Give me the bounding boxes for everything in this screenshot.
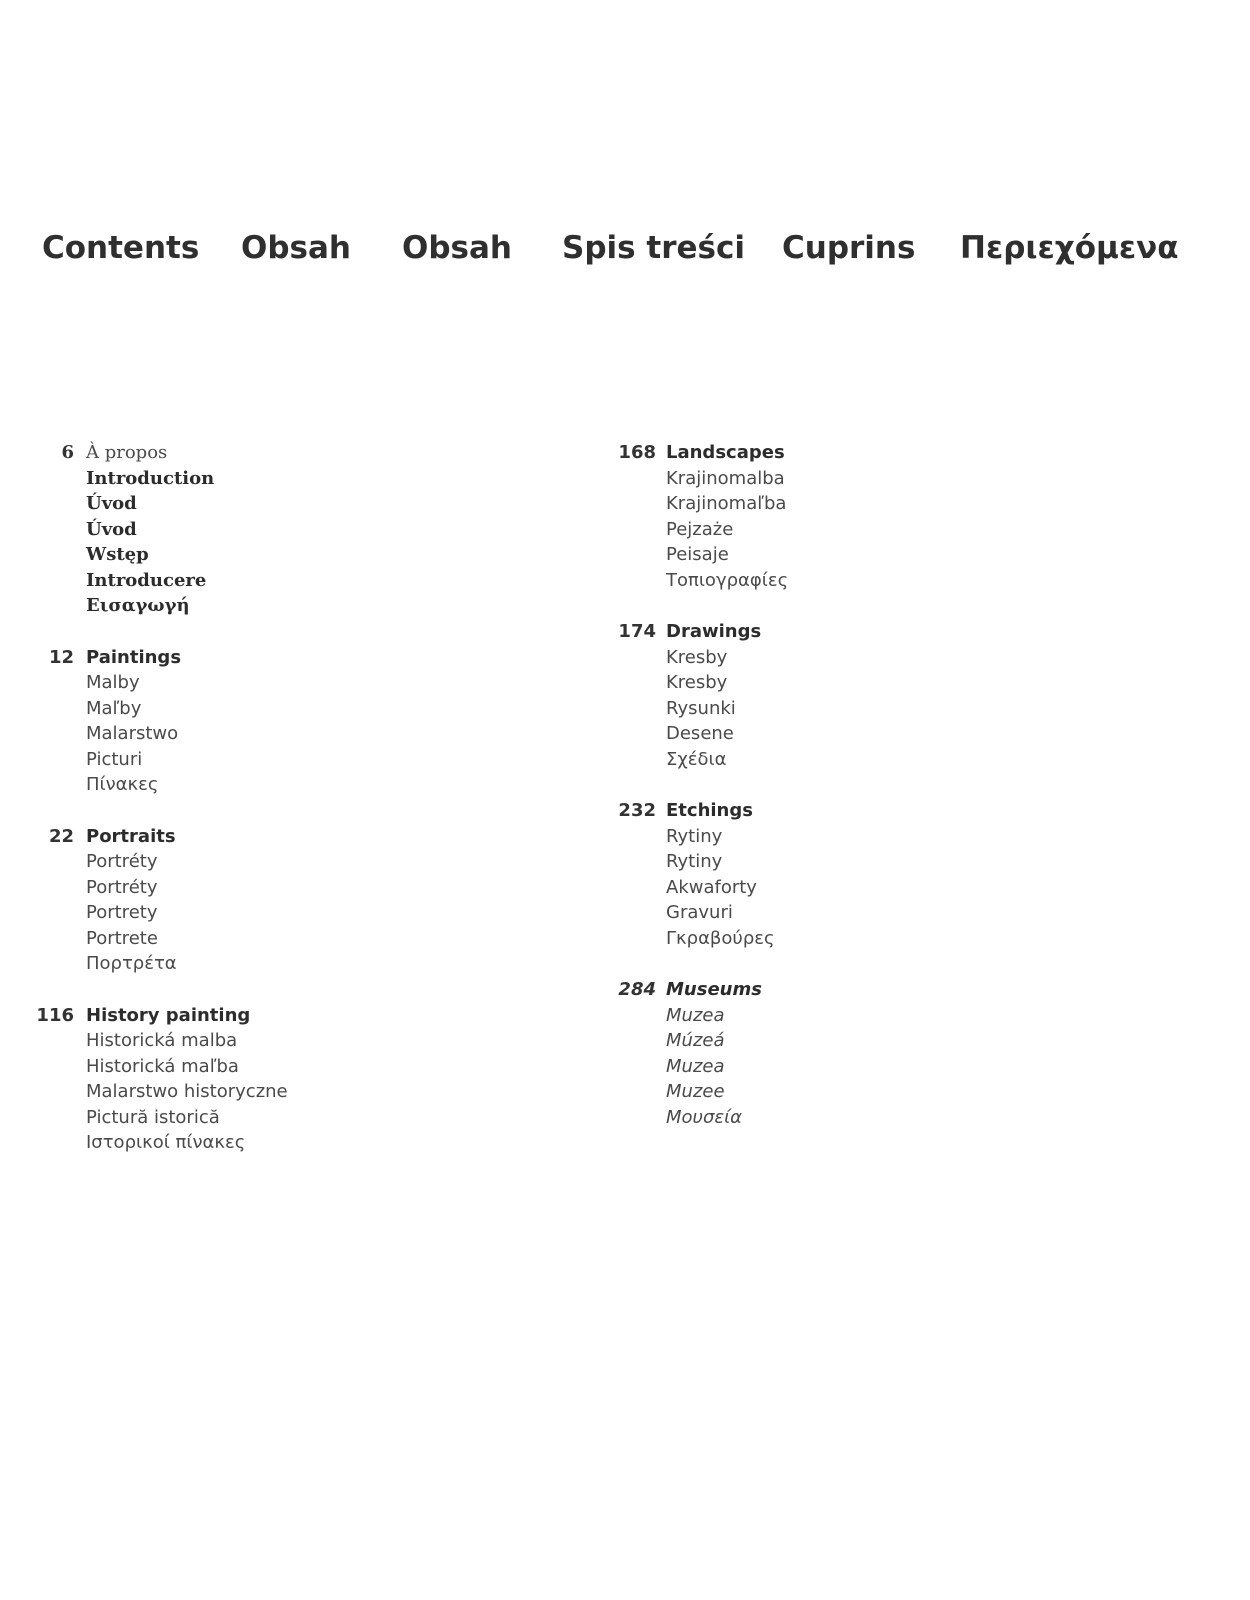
entry-title: Portraits <box>86 825 176 847</box>
header-title-polish: Spis treści <box>562 230 745 266</box>
entry-translation: Μουσεία <box>666 1106 743 1128</box>
entry-translation: Malarstwo <box>86 723 179 744</box>
entry-title: Etchings <box>666 800 753 821</box>
toc-section-introduction <box>0 440 520 619</box>
entry-translation: Kresby <box>666 672 728 693</box>
toc-translation <box>0 849 520 875</box>
entry-translation: Εισαγωγή <box>86 595 190 616</box>
toc-translation <box>580 849 1100 875</box>
entry-translation: Krajinomaľba <box>666 493 787 514</box>
page-number: 22 <box>48 825 74 847</box>
entry-title: History painting <box>86 1004 251 1026</box>
entry-translation: Muzea <box>666 1004 725 1026</box>
entry-translation: Portrety <box>86 902 158 923</box>
toc-translation <box>580 721 1100 747</box>
entry-translation: Picturi <box>86 748 143 770</box>
toc-section-paintings <box>0 645 520 798</box>
entry-translation: Rysunki <box>666 697 736 719</box>
entry-translation: Rytiny <box>666 851 723 872</box>
entry-translation: Malarstwo historyczne <box>86 1081 288 1102</box>
entry-translation: Wstęp <box>86 544 149 565</box>
toc-translation <box>580 491 1100 517</box>
toc-section-drawings <box>580 619 1100 772</box>
toc-translation <box>580 1105 1100 1131</box>
entry-translation: Rytiny <box>666 825 723 847</box>
entry-title: À propos <box>86 442 168 463</box>
toc-entry <box>580 619 1100 645</box>
toc-translation <box>580 568 1100 594</box>
page-number: 12 <box>48 646 74 668</box>
entry-translation: Σχέδια <box>666 748 727 770</box>
toc-entry <box>580 440 1100 466</box>
toc-translation <box>0 1028 520 1054</box>
entry-title: Museums <box>666 979 762 1000</box>
entry-translation: Introducere <box>86 569 207 591</box>
toc-translation <box>0 1130 520 1156</box>
entry-title: Drawings <box>666 621 762 642</box>
header-title-slovak: Obsah <box>402 230 512 266</box>
entry-translation: Historická malba <box>86 1030 238 1051</box>
toc-entry <box>0 824 520 850</box>
toc-column-left <box>0 440 520 1182</box>
toc-translation <box>580 747 1100 773</box>
toc-translation <box>0 721 520 747</box>
toc-translation <box>0 1105 520 1131</box>
toc-entry <box>580 798 1100 824</box>
page-number: 168 <box>618 442 656 463</box>
entry-translation: Portréty <box>86 876 158 898</box>
entry-translation: Krajinomalba <box>666 467 785 489</box>
entry-translation: Maľby <box>86 697 142 719</box>
toc-translation <box>0 772 520 798</box>
toc-translation <box>0 951 520 977</box>
entry-translation: Akwaforty <box>666 876 757 898</box>
toc-translation <box>580 1028 1100 1054</box>
entry-title: Landscapes <box>666 442 785 463</box>
header-title-greek: Περιεχόμενα <box>960 230 1179 266</box>
toc-translation <box>580 696 1100 722</box>
page-number: 232 <box>618 800 656 821</box>
toc-translation <box>580 824 1100 850</box>
entry-translation: Muzee <box>666 1081 725 1102</box>
entry-translation: Τοπιογραφίες <box>666 569 789 591</box>
entry-translation: Γκραβούρες <box>666 927 775 949</box>
entry-translation: Pejzaże <box>666 518 734 540</box>
page-number: 6 <box>61 442 74 463</box>
page-number: 174 <box>618 621 656 642</box>
entry-translation: Introduction <box>86 467 215 489</box>
entry-translation: Peisaje <box>666 544 729 565</box>
page-number: 284 <box>618 979 656 1000</box>
toc-section-history-painting <box>0 1003 520 1156</box>
toc-translation <box>0 696 520 722</box>
header-title-english: Contents <box>42 230 200 266</box>
entry-translation: Malby <box>86 672 140 693</box>
toc-translation <box>580 900 1100 926</box>
entry-translation: Portréty <box>86 851 158 872</box>
toc-translation <box>0 747 520 773</box>
toc-translation <box>0 593 520 619</box>
toc-section-museums <box>580 977 1100 1130</box>
entry-translation: Múzeá <box>666 1030 725 1051</box>
header-title-romanian: Cuprins <box>782 230 916 266</box>
entry-translation: Úvod <box>86 518 137 540</box>
toc-translation <box>0 1054 520 1080</box>
toc-section-landscapes <box>580 440 1100 593</box>
toc-translation <box>580 1054 1100 1080</box>
toc-translation <box>0 875 520 901</box>
toc-entry <box>580 977 1100 1003</box>
toc-translation <box>0 568 520 594</box>
toc-translation <box>0 542 520 568</box>
page-number: 116 <box>36 1004 74 1026</box>
toc-section-portraits <box>0 824 520 977</box>
toc-entry <box>0 645 520 671</box>
toc-column-right <box>580 440 1100 1156</box>
toc-translation <box>580 1079 1100 1105</box>
entry-translation: Gravuri <box>666 902 733 923</box>
entry-translation: Πίνακες <box>86 774 159 795</box>
toc-translation <box>0 466 520 492</box>
entry-translation: Historická maľba <box>86 1055 239 1077</box>
toc-translation <box>580 926 1100 952</box>
entry-translation: Úvod <box>86 493 137 514</box>
toc-translation <box>580 542 1100 568</box>
entry-translation: Pictură istorică <box>86 1106 220 1128</box>
entry-translation: Muzea <box>666 1055 725 1077</box>
toc-translation <box>0 1079 520 1105</box>
toc-entry <box>0 1003 520 1029</box>
entry-translation: Πορτρέτα <box>86 953 177 974</box>
header-title-czech: Obsah <box>241 230 351 266</box>
toc-section-etchings <box>580 798 1100 951</box>
toc-translation <box>580 1003 1100 1029</box>
entry-translation: Ιστορικοί πίνακες <box>86 1132 246 1153</box>
toc-translation <box>0 900 520 926</box>
toc-translation <box>580 645 1100 671</box>
entry-translation: Kresby <box>666 646 728 668</box>
toc-translation <box>0 926 520 952</box>
toc-translation <box>580 875 1100 901</box>
toc-translation <box>580 466 1100 492</box>
toc-translation <box>0 517 520 543</box>
toc-translation <box>580 517 1100 543</box>
toc-entry <box>0 440 520 466</box>
toc-translation <box>0 491 520 517</box>
toc-translation <box>580 670 1100 696</box>
entry-translation: Desene <box>666 723 734 744</box>
entry-translation: Portrete <box>86 927 158 949</box>
toc-translation <box>0 670 520 696</box>
entry-title: Paintings <box>86 646 182 668</box>
